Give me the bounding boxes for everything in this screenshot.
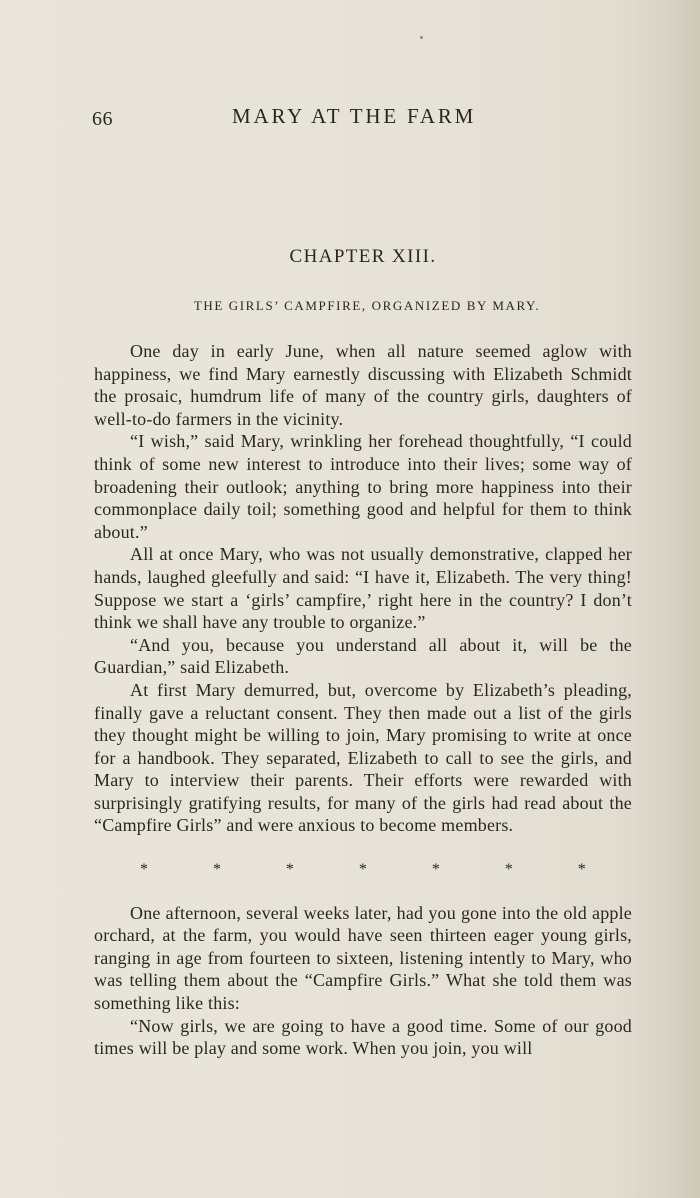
asterisk: *	[212, 861, 222, 879]
page-number: 66	[92, 108, 113, 130]
paragraph: All at once Mary, who was not usually demonstrative, clapped her hands, laughed gleefully and said: “I have it, Elizabeth. The very thing! Suppose we start a ‘girls’ campfire,’ right here in the country? I don’t think we shall have any trouble to organize.”	[94, 544, 632, 633]
running-header	[92, 104, 632, 134]
asterisk: *	[577, 861, 586, 879]
asterisk: *	[358, 861, 368, 879]
paper-speck	[420, 36, 423, 39]
chapter-subtitle: THE GIRLS’ CAMPFIRE, ORGANIZED BY MARY.	[193, 298, 541, 313]
section-separator	[94, 859, 632, 882]
paragraph: At first Mary demurred, but, overcome by Elizabeth’s pleading, finally gave a reluctant consent. They then made out a list of the girls they thought might be willing to join, Mary promising to write at once for a handbook. They separated, Elizabeth to call to see the girls, and Mary to interview their parents. Their efforts were rewarded with surprisingly gratifying results, for many of the girls had read about the “Campfire Girls” and were anxious to become members.	[94, 679, 632, 836]
paragraph: One afternoon, several weeks later, had you gone into the old apple orchard, at the farm, you would have seen thirteen eager young girls, ranging in age from fourteen to sixteen, listening intently to Mary, who was telling them about the “Campfire Girls.” What she told them was something like this:	[94, 902, 632, 1014]
paragraph: “And you, because you understand all about it, will be the Guardian,” said Elizabeth.	[94, 634, 632, 678]
chapter-title: CHAPTER XIII.	[289, 246, 437, 267]
asterisk: *	[504, 861, 513, 879]
running-title: MARY AT THE FARM	[232, 104, 477, 128]
asterisk: *	[140, 861, 149, 879]
asterisk: *	[431, 861, 441, 879]
paragraph: “I wish,” said Mary, wrinkling her forehead thoughtfully, “I could think of some new interest to introduce into their lives; some way of broadening their outlook; anything to bring more happiness into their commonplace daily toil; something good and helpful for them to think about.”	[94, 431, 632, 542]
asterisk: *	[285, 861, 295, 879]
paragraph: “Now girls, we are going to have a good time. Some of our good times will be play and some work. When you join, you will	[94, 1015, 632, 1059]
body-text	[94, 340, 632, 1060]
paragraph: One day in early June, when all nature seemed aglow with happiness, we find Mary earnestly discussing with Elizabeth Schmidt the prosaic, humdrum life of many of the country girls, daughters of well-to-do farmers in the vicinity.	[94, 341, 632, 429]
